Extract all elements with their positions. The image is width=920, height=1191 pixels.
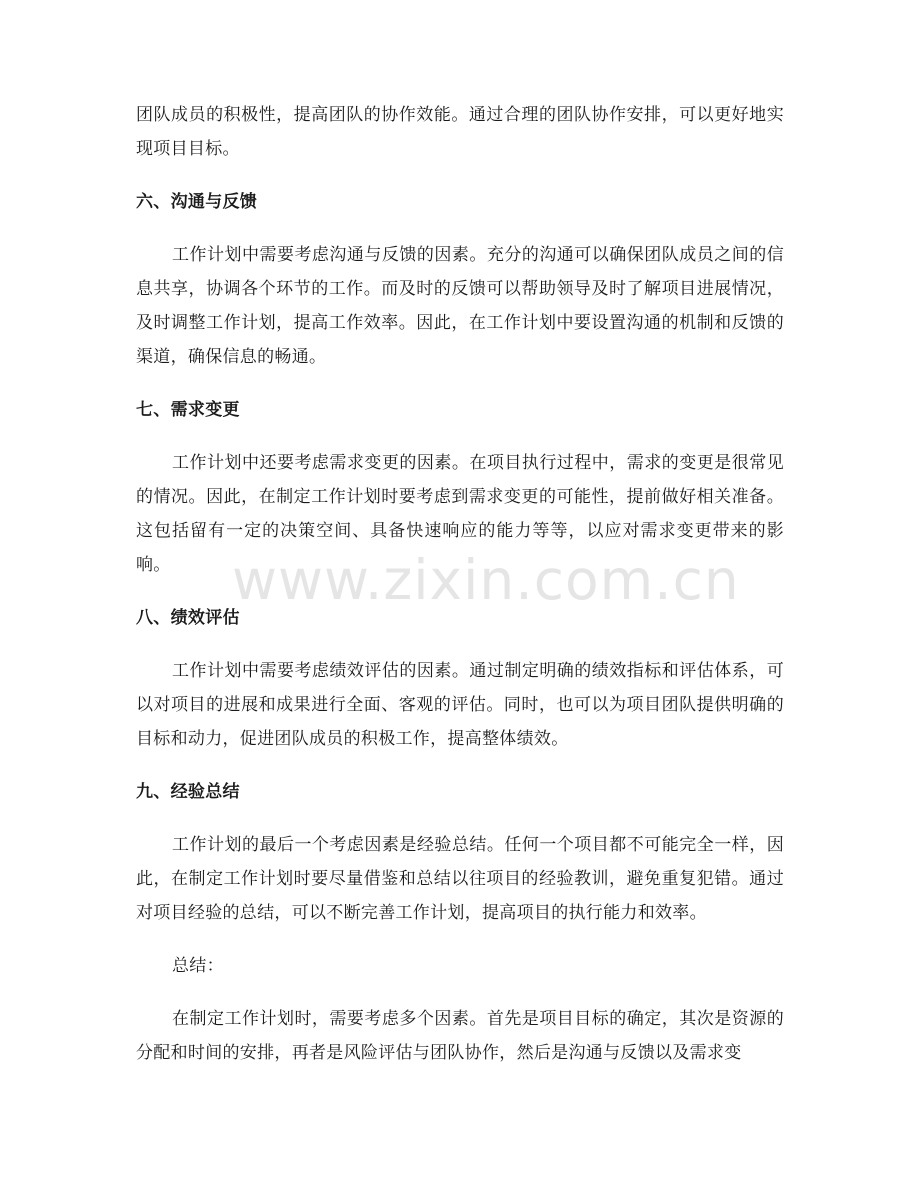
heading-experience-summary: 九、经验总结 [136,782,240,802]
heading-requirement-change: 七、需求变更 [136,400,240,420]
watermark: www.zixin.com.cn [232,548,740,612]
paragraph-requirement-change: 工作计划中还要考虑需求变更的因素。在项目执行过程中，需求的变更是很常见的情况。因此，在制定工作计划时要考虑到需求变更的可能性，提前做好相关准备。这包括留有一定的决策空间、具备快速响应的能力等等，以应对需求变更带来的影响。 [136,453,784,575]
paragraph-performance-evaluation: 工作计划中需要考虑绩效评估的因素。通过制定明确的绩效指标和评估体系，可以对项目的进展和成果进行全面、客观的评估。同时，也可以为项目团队提供明确的目标和动力，促进团队成员的积极工作，提高整体绩效。 [136,661,784,749]
paragraph-summary: 在制定工作计划时，需要考虑多个因素。首先是项目目标的确定，其次是资源的分配和时间的安排，再者是风险评估与团队协作，然后是沟通与反馈以及需求变 [136,1009,784,1063]
paragraph-teamwork-end: 团队成员的积极性，提高团队的协作效能。通过合理的团队协作安排，可以更好地实现项目目标。 [136,105,784,159]
paragraph-experience-summary: 工作计划的最后一个考虑因素是经验总结。任何一个项目都不可能完全一样，因此，在制定工作计划时要尽量借鉴和总结以往项目的经验教训，避免重复犯错。通过对项目经验的总结，可以不断完善工作计划，提高项目的执行能力和效率。 [136,835,784,923]
document-content [136,98,784,1089]
heading-performance-evaluation: 八、绩效评估 [136,608,240,628]
heading-communication-feedback: 六、沟通与反馈 [136,192,258,212]
paragraph-communication-feedback: 工作计划中需要考虑沟通与反馈的因素。充分的沟通可以确保团队成员之间的信息共享，协调各个环节的工作。而及时的反馈可以帮助领导及时了解项目进展情况，及时调整工作计划，提高工作效率。因此，在工作计划中要设置沟通的机制和反馈的渠道，确保信息的畅通。 [136,245,784,367]
summary-label: 总结： [172,956,224,976]
